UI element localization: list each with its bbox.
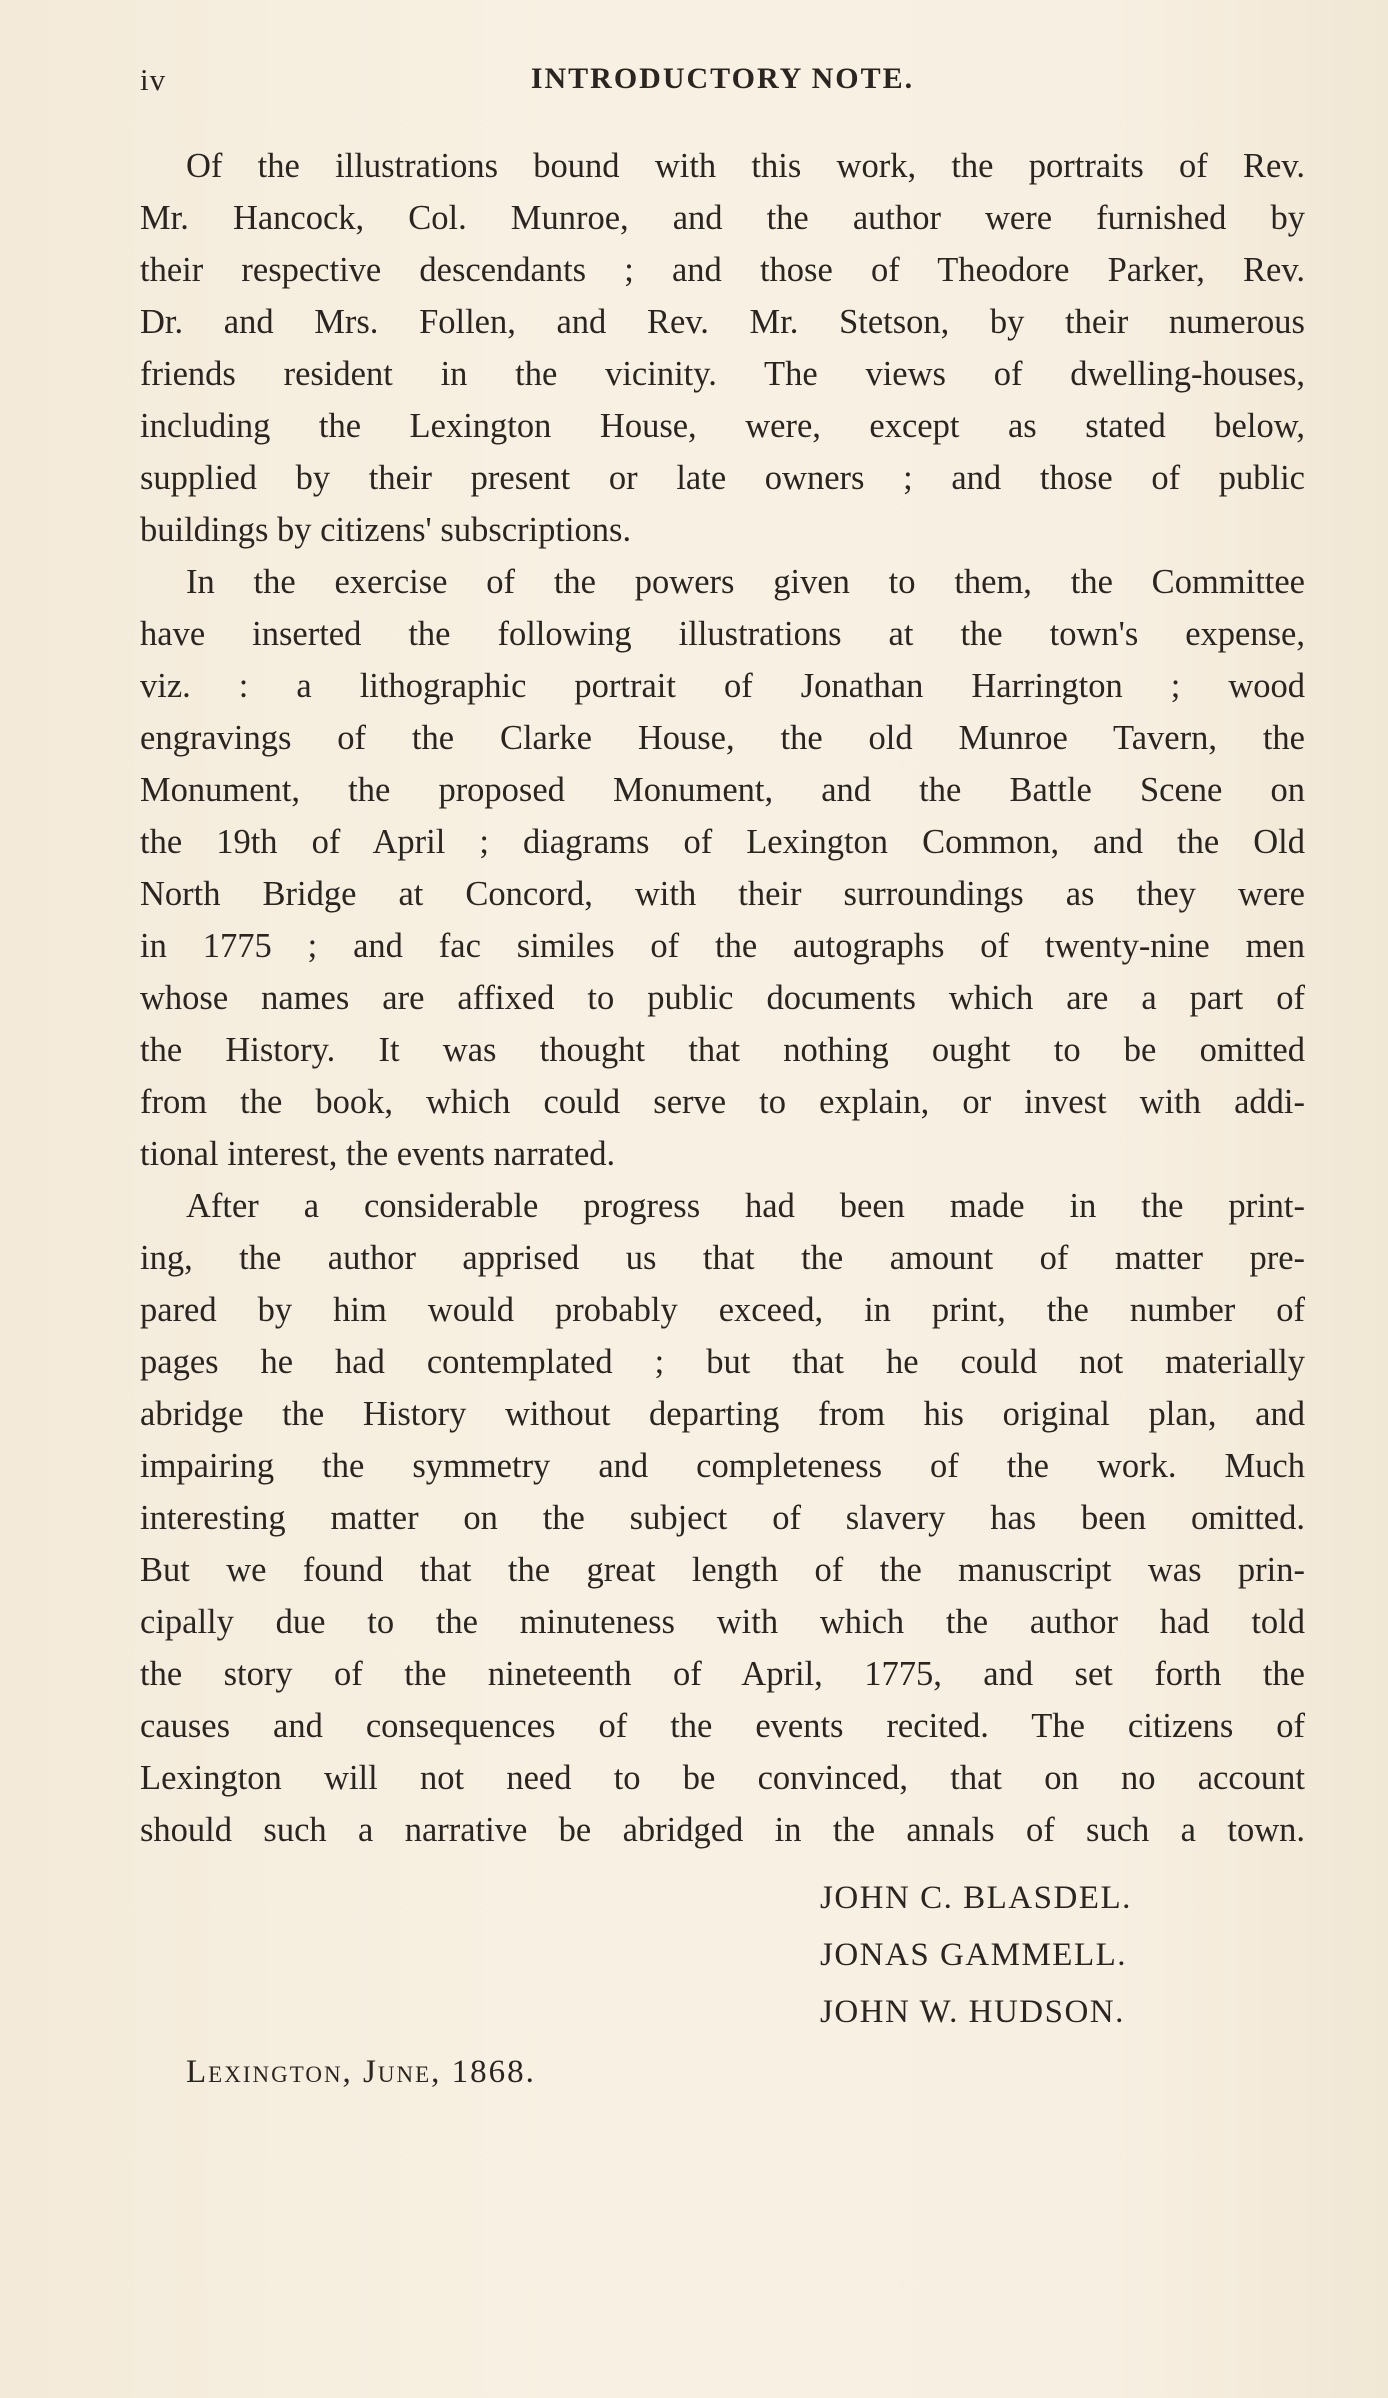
text-line: their respective descendants ; and those of Theodore Parker, Rev. bbox=[140, 251, 1305, 289]
signatories bbox=[820, 1870, 1132, 2041]
text-line: pages he had contemplated ; but that he could not materially bbox=[140, 1343, 1305, 1381]
signatory-name: JOHN C. BLASDEL. bbox=[820, 1880, 1132, 1916]
body-text bbox=[140, 140, 1305, 1856]
page-header bbox=[140, 62, 1305, 102]
page-number: iv bbox=[140, 62, 167, 97]
text-line: buildings by citizens' subscriptions. bbox=[140, 511, 632, 549]
text-line: the History. It was thought that nothing ought to be omitted bbox=[140, 1031, 1305, 1069]
text-line: including the Lexington House, were, except as stated below, bbox=[140, 407, 1305, 445]
dateline: Lexington, June, 1868. bbox=[186, 2054, 536, 2090]
text-line: pared by him would probably exceed, in print, the number of bbox=[140, 1291, 1305, 1329]
text-line: In the exercise of the powers given to them, the Committee bbox=[186, 563, 1305, 601]
text-line: cipally due to the minuteness with which the author had told bbox=[140, 1603, 1305, 1641]
text-line: But we found that the great length of the manuscript was prin- bbox=[140, 1551, 1305, 1589]
text-line: the story of the nineteenth of April, 1775, and set forth the bbox=[140, 1655, 1305, 1693]
text-line: have inserted the following illustrations at the town's expense, bbox=[140, 615, 1305, 653]
text-line: supplied by their present or late owners ; and those of public bbox=[140, 459, 1305, 497]
text-line: interesting matter on the subject of slavery has been omitted. bbox=[140, 1499, 1305, 1537]
text-line: the 19th of April ; diagrams of Lexington Common, and the Old bbox=[140, 823, 1305, 861]
text-line: Of the illustrations bound with this work, the portraits of Rev. bbox=[186, 147, 1305, 185]
running-head: INTRODUCTORY NOTE. bbox=[530, 62, 915, 95]
text-line: Mr. Hancock, Col. Munroe, and the author were furnished by bbox=[140, 199, 1305, 237]
text-line: After a considerable progress had been made in the print- bbox=[186, 1187, 1305, 1225]
text-line: engravings of the Clarke House, the old Munroe Tavern, the bbox=[140, 719, 1305, 757]
text-line: causes and consequences of the events recited. The citizens of bbox=[140, 1707, 1305, 1745]
text-line: ing, the author apprised us that the amount of matter pre- bbox=[140, 1239, 1305, 1277]
signatory-name: JOHN W. HUDSON. bbox=[820, 1994, 1125, 2030]
text-line: impairing the symmetry and completeness of the work. Much bbox=[140, 1447, 1305, 1485]
text-line: Dr. and Mrs. Follen, and Rev. Mr. Stetson, by their numerous bbox=[140, 303, 1305, 341]
text-line: abridge the History without departing from his original plan, and bbox=[140, 1395, 1305, 1433]
text-line: should such a narrative be abridged in the annals of such a town. bbox=[140, 1811, 1305, 1849]
signatory-name: JONAS GAMMELL. bbox=[820, 1937, 1128, 1973]
text-line: viz. : a lithographic portrait of Jonathan Harrington ; wood bbox=[140, 667, 1305, 705]
text-line: tional interest, the events narrated. bbox=[140, 1135, 616, 1173]
text-line: whose names are affixed to public documents which are a part of bbox=[140, 979, 1305, 1017]
text-line: friends resident in the vicinity. The views of dwelling-houses, bbox=[140, 355, 1305, 393]
text-line: Lexington will not need to be convinced, that on no account bbox=[140, 1759, 1305, 1797]
text-line: North Bridge at Concord, with their surroundings as they were bbox=[140, 875, 1305, 913]
text-line: Monument, the proposed Monument, and the Battle Scene on bbox=[140, 771, 1305, 809]
text-line: in 1775 ; and fac similes of the autographs of twenty-nine men bbox=[140, 927, 1305, 965]
text-line: from the book, which could serve to explain, or invest with addi- bbox=[140, 1083, 1305, 1121]
